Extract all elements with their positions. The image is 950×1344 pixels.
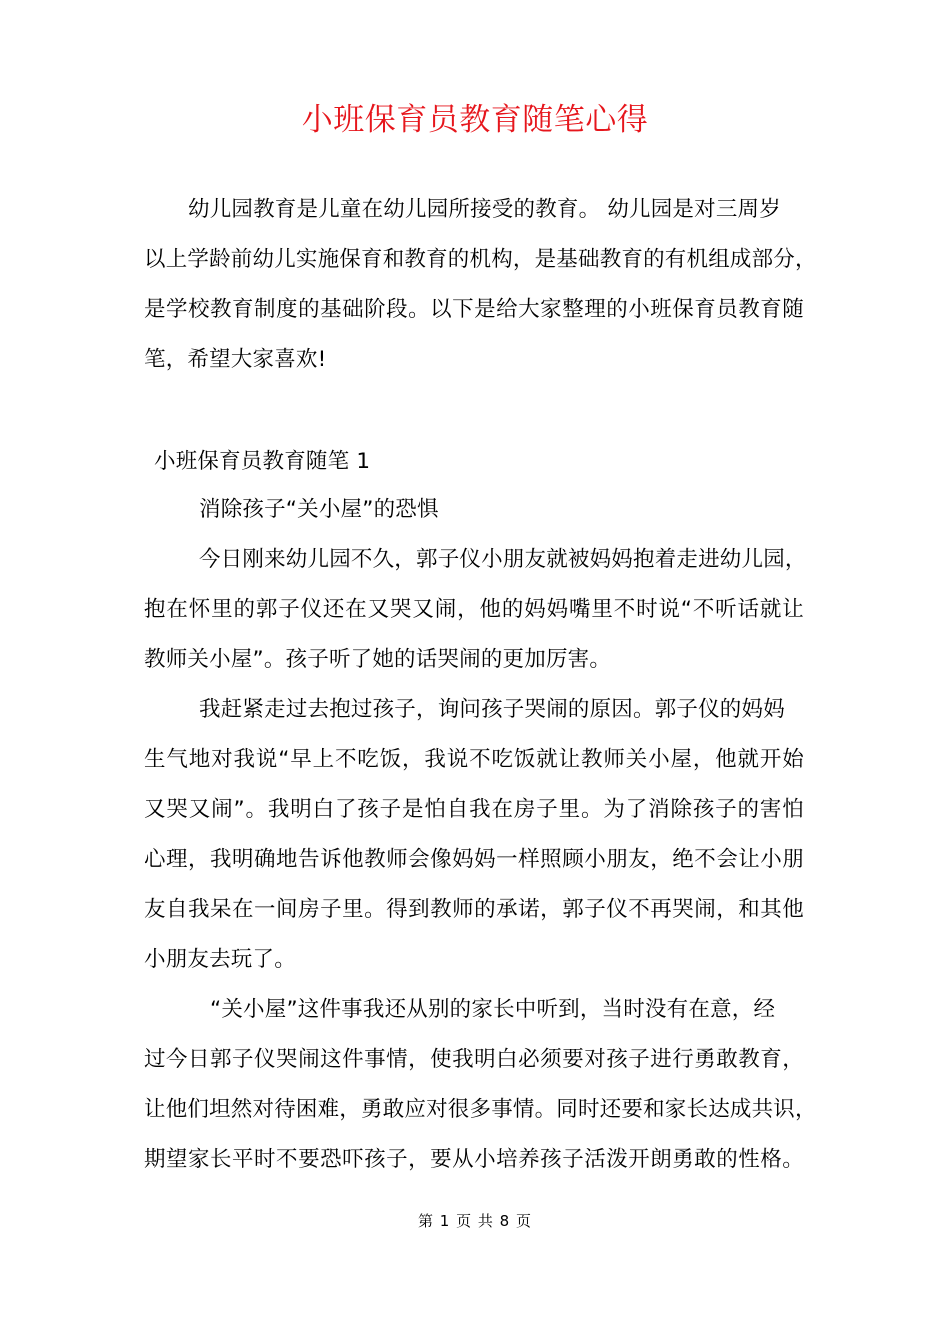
paragraph-line: 今日刚来幼儿园不久，郭子仪小朋友就被妈妈抱着走进幼儿园，: [199, 547, 807, 572]
paragraph-line: 让他们坦然对待困难，勇敢应对很多事情。同时还要和家长达成共识，: [144, 1097, 817, 1122]
paragraph-line: 抱在怀里的郭子仪还在又哭又闹，他的妈妈嘴里不时说“不听话就让: [144, 597, 804, 622]
page-footer: 第 1 页 共 8 页: [418, 1212, 532, 1230]
intro-line: 是学校教育制度的基础阶段。以下是给大家整理的小班保育员教育随: [144, 297, 804, 322]
paragraph-line: 心理，我明确地告诉他教师会像妈妈一样照顾小朋友，绝不会让小朋: [144, 847, 804, 872]
paragraph-line: 过今日郭子仪哭闹这件事情，使我明白必须要对孩子进行勇敢教育，: [144, 1047, 804, 1072]
intro-line: 幼儿园教育是儿童在幼儿园所接受的教育。 幼儿园是对三周岁: [188, 197, 781, 222]
paragraph-line: 小朋友去玩了。: [144, 947, 296, 972]
paragraph-line: 生气地对我说“早上不吃饭，我说不吃饭就让教师关小屋，他就开始: [144, 747, 804, 772]
intro-line: 笔，希望大家喜欢!: [144, 347, 327, 372]
paragraph-line: 期望家长平时不要恐吓孩子，要从小培养孩子活泼开朗勇敢的性格。: [144, 1147, 804, 1172]
document-title: 小班保育员教育随笔心得: [301, 102, 649, 138]
paragraph-line: 我赶紧走过去抱过孩子，询问孩子哭闹的原因。郭子仪的妈妈: [199, 697, 785, 722]
section-heading: 小班保育员教育随笔 1: [154, 449, 371, 474]
intro-line: 以上学龄前幼儿实施保育和教育的机构，是基础教育的有机组成部分，: [144, 247, 817, 272]
paragraph-line: “关小屋”这件事我还从别的家长中听到，当时没有在意，经: [210, 997, 776, 1022]
paragraph-line: 友自我呆在一间房子里。得到教师的承诺，郭子仪不再哭闹，和其他: [144, 897, 804, 922]
subheading: 消除孩子“关小屋”的恐惧: [199, 497, 439, 522]
paragraph-line: 教师关小屋”。孩子听了她的话哭闹的更加厉害。: [144, 647, 612, 672]
paragraph-line: 又哭又闹”。我明白了孩子是怕自我在房子里。为了消除孩子的害怕: [144, 797, 804, 822]
